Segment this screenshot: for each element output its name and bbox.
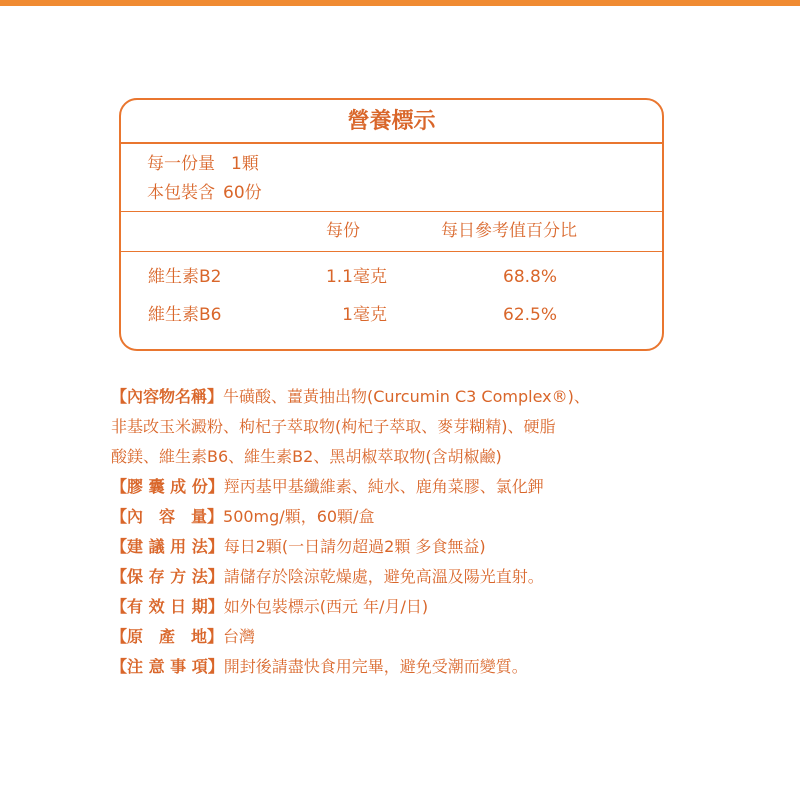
origin-value: 台灣 [223,627,256,646]
volume-value: 500mg/顆，60顆/盒 [223,507,375,526]
servings-label: 本包裝含 [147,183,215,203]
content-line [111,442,691,472]
volume-line [111,502,691,532]
content-line [111,382,691,412]
storage-value: 請儲存於陰涼乾燥處，避免高溫及陽光直射。 [223,567,544,586]
usage-value: 每日2顆(一日請勿超過2顆 多食無益) [223,537,486,556]
nutrient-name: 維生素B6 [148,305,222,325]
storage-label: 【保 存 方 法】 [111,567,224,586]
product-info-list [111,382,691,682]
volume-label: 【內 容 量】 [111,507,224,526]
nutrient-amount: 1.1毫克 [325,267,387,287]
expiry-value: 如外包裝標示(西元 年/月/日) [223,597,429,616]
top-accent-bar [0,0,800,6]
usage-label: 【建 議 用 法】 [111,537,224,556]
col-daily-value: 每日參考值百分比 [441,221,577,241]
notes-value: 開封後請盡快食用完畢，避免受潮而變質。 [223,657,528,676]
capsule-label: 【膠 囊 成 份】 [111,477,224,496]
capsule-value: 羥丙基甲基纖維素、純水、鹿角菜膠、氯化鉀 [223,477,544,496]
column-header-row [121,211,662,252]
nutrition-facts-panel [119,98,664,351]
serving-info [147,150,262,208]
serving-size-label: 每一份量 [147,154,215,174]
content-line [111,412,691,442]
content-label: 【內容物名稱】 [111,387,224,406]
nutrient-amount: 1毫克 [342,305,387,325]
nutrient-daily-value: 62.5% [503,305,558,325]
origin-line [111,622,691,652]
capsule-line [111,472,691,502]
panel-title: 營養標示 [121,100,662,144]
notes-label: 【注 意 事 項】 [111,657,224,676]
content-value: 非基改玉米澱粉、枸杞子萃取物(枸杞子萃取、麥芽糊精)、硬脂 [111,417,556,436]
serving-size-row [147,150,262,179]
expiry-label: 【有 效 日 期】 [111,597,224,616]
nutrient-name: 維生素B2 [148,267,222,287]
origin-label: 【原 產 地】 [111,627,224,646]
servings-per-package-row [147,179,262,208]
content-value: 牛磺酸、薑黃抽出物(Curcumin C3 Complex®)、 [223,387,590,406]
servings-value: 60份 [223,183,262,203]
nutrient-row [121,300,662,330]
col-per-serving: 每份 [326,221,360,241]
storage-line [111,562,691,592]
serving-size-value: 1顆 [231,154,259,174]
nutrient-daily-value: 68.8% [503,267,558,287]
expiry-line [111,592,691,622]
nutrient-row [121,262,662,292]
usage-line [111,532,691,562]
content-value: 酸鎂、維生素B6、維生素B2、黑胡椒萃取物(含胡椒鹼) [111,447,502,466]
notes-line [111,652,691,682]
